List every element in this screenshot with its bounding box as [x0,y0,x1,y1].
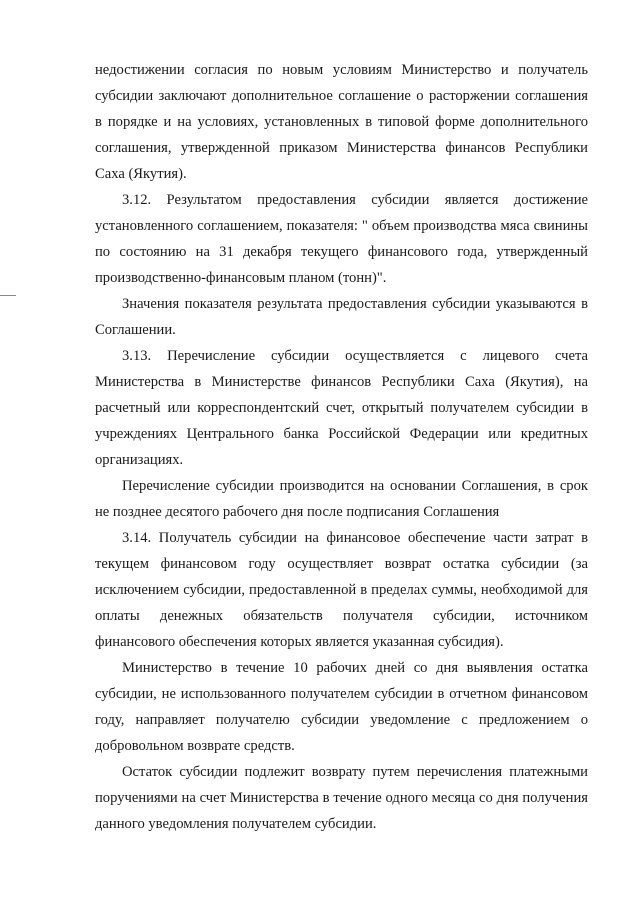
text-line: Значения показателя результата предоставления субсидии указываются в [122,296,588,312]
text-line: производственно-финансовым планом (тонн)". [95,270,387,286]
text-line: финансового обеспечения которых является указанная субсидия). [95,634,504,650]
text-line: субсидии, не использованного получателем субсидии в отчетном финансовом [95,686,588,702]
text-line: данного уведомления получателем субсидии. [95,816,377,832]
text-line: по состоянию на 31 декабря текущего финансового года, утвержденный [95,244,588,260]
text-line: 3.13. Перечисление субсидии осуществляется с лицевого счета [122,348,588,364]
text-line: Остаток субсидии подлежит возврату путем перечисления платежными [122,764,588,780]
text-line: расчетный или корреспондентский счет, открытый получателем субсидии в [95,400,588,416]
text-line: текущем финансовом году осуществляет возврат остатка субсидии (за [95,556,588,572]
text-line: субсидии заключают дополнительное соглашение о расторжении соглашения [95,88,588,104]
text-line: Саха (Якутия). [95,166,187,182]
text-line: организациях. [95,452,184,468]
text-line: году, направляет получателю субсидии уведомление с предложением о [95,712,588,728]
text-line: Министерства в Министерстве финансов Республики Саха (Якутия), на [95,374,588,390]
text-line: Перечисление субсидии производится на основании Соглашения, в срок [122,478,588,494]
text-line: Министерство в течение 10 рабочих дней со дня выявления остатка [122,660,588,676]
text-line: добровольном возврате средств. [95,738,295,754]
text-line: оплаты денежных обязательств получателя субсидии, источником [95,608,588,624]
text-line: 3.12. Результатом предоставления субсидии является достижение [122,192,588,208]
text-line: установленного соглашением, показателя: " объем производства мяса свинины [95,218,588,234]
text-line: 3.14. Получатель субсидии на финансовое обеспечение части затрат в [122,530,588,546]
text-line: соглашения, утвержденной приказом Министерства финансов Республики [95,140,588,156]
text-line: учреждениях Центрального банка Российской Федерации или кредитных [95,426,588,442]
text-line: Соглашении. [95,322,176,338]
text-line: исключением субсидии, предоставленной в пределах суммы, необходимой для [95,582,588,598]
text-line: не позднее десятого рабочего дня после подписания Соглашения [95,504,500,520]
text-line: поручениями на счет Министерства в течение одного месяца со дня получения [95,790,588,806]
margin-mark [0,295,16,296]
text-line: недостижении согласия по новым условиям Министерство и получатель [95,62,588,78]
text-line: в порядке и на условиях, установленных в типовой форме дополнительного [95,114,588,130]
